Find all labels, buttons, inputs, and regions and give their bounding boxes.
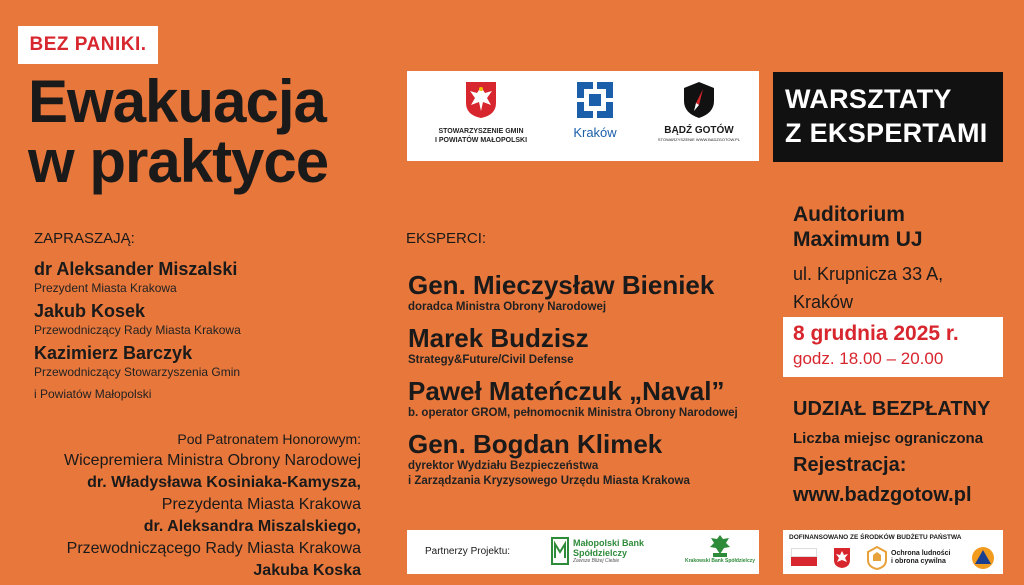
poland-emblem-icon <box>833 547 851 569</box>
expert-name: Paweł Mateńczuk „Naval” <box>408 376 725 406</box>
venue-info <box>793 202 943 316</box>
expert-name: Gen. Bogdan Klimek <box>408 429 663 459</box>
inviter-role: Prezydent Miasta Krakowa <box>34 281 177 295</box>
patronage-heading: Pod Patronatem Honorowym: <box>177 431 361 447</box>
org1-name: STOWARZYSZENIE GMIN I POWIATÓW MAŁOPOLSKI <box>434 128 528 144</box>
mbs-logo-icon <box>551 536 569 566</box>
patronage-line: Prezydenta Miasta Krakowa <box>161 496 361 513</box>
inviter-1 <box>34 258 241 296</box>
inviter-role: Przewodniczący Stowarzyszenia Gmin <box>34 365 241 379</box>
registration-link[interactable]: www.badzgotow.pl <box>793 484 972 506</box>
program-name: Ochrona ludności i obrona cywilna <box>891 550 951 565</box>
inviter-role-cont: i Powiatów Małopolski <box>34 387 152 401</box>
org3-sub: STOWARZYSZENIE WWW.BADZGOTOW.PL <box>657 137 741 142</box>
poland-flag-icon <box>791 548 817 566</box>
inviters-label: ZAPRASZAJĄ: <box>34 230 135 247</box>
expert-role: b. operator GROM, pełnomocnik Ministra Obrony Narodowej <box>408 407 738 419</box>
workshop-badge <box>773 72 1003 162</box>
expert-name: Marek Budzisz <box>408 323 589 353</box>
expert-name: Gen. Mieczysław Bieniek <box>408 270 715 300</box>
partners-bar <box>407 530 759 574</box>
kbs-logo-icon <box>709 534 731 558</box>
venue-name-1: Auditorium <box>793 203 905 226</box>
partner-mbs <box>551 536 644 566</box>
expert-2 <box>408 323 738 368</box>
patronage-line: Przewodniczącego Rady Miasta Krakowa <box>66 540 361 557</box>
org-sgipm <box>421 81 541 145</box>
partners-label: Partnerzy Projektu: <box>425 546 511 557</box>
inviter-name: Kazimierz Barczyk <box>34 343 193 363</box>
date-box <box>783 317 1003 377</box>
expert-4 <box>408 429 738 489</box>
expert-1 <box>408 270 738 315</box>
organizer-logos <box>407 71 759 161</box>
badge-line-2: Z EKSPERTAMI <box>785 118 988 148</box>
venue-name-2: Maximum UJ <box>793 228 923 251</box>
tag-label: BEZ PANIKI. <box>18 26 158 64</box>
civil-defense-icon <box>867 546 887 570</box>
badge-line-1: WARSZTATY <box>785 84 952 114</box>
registration-info <box>793 396 990 508</box>
expert-role: dyrektor Wydziału Bezpieczeństwa <box>408 460 599 472</box>
title-line-1: Ewakuacja <box>28 68 326 135</box>
inviters-list <box>34 258 241 402</box>
org3-name: BĄDŹ GOTÓW <box>664 125 734 136</box>
inviter-role: Przewodniczący Rady Miasta Krakowa <box>34 323 241 337</box>
org-krakow <box>555 81 635 140</box>
expert-role: doradca Ministra Obrony Narodowej <box>408 301 607 313</box>
patronage-line: Wicepremiera Ministra Obrony Narodowej <box>64 452 361 469</box>
honorary-patronage <box>64 428 361 582</box>
org2-name: Kraków <box>573 125 617 140</box>
venue-address: ul. Krupnicza 33 A, Kraków <box>793 264 944 312</box>
patronage-line: Jakuba Koska <box>253 562 361 579</box>
inviter-3 <box>34 342 241 402</box>
civil-protection-triangle-icon <box>971 546 995 570</box>
expert-role-cont: i Zarządzania Kryzysowego Urzędu Miasta Krakowa <box>408 475 690 487</box>
patronage-line: dr. Aleksandra Miszalskiego, <box>143 518 361 535</box>
title-line-2: w praktyce <box>28 128 329 195</box>
limited-seats: Liczba miejsc ograniczona <box>793 430 984 447</box>
inviter-name: dr Aleksander Miszalski <box>34 259 238 279</box>
partner-kbs <box>684 534 756 564</box>
expert-3 <box>408 376 738 421</box>
inviter-name: Jakub Kosek <box>34 301 146 321</box>
free-entry: UDZIAŁ BEZPŁATNY <box>793 398 991 420</box>
registration-label: Rejestracja: <box>793 454 907 476</box>
funding-label: DOFINANSOWANO ZE ŚRODKÓW BUDŻETU PAŃSTWA <box>789 534 962 541</box>
compass-shield-icon <box>683 81 715 119</box>
page-title <box>28 68 329 195</box>
krakow-logo-icon <box>576 81 614 119</box>
funding-bar <box>783 530 1003 574</box>
mbs-text: Małopolski Bank Spółdzielczy Zawsze Bliżej Ciebie <box>573 538 645 564</box>
experts-label: EKSPERCI: <box>406 230 487 247</box>
org-badzgotow <box>649 81 749 142</box>
event-date: 8 grudnia 2025 r. <box>793 322 959 345</box>
experts-list <box>408 270 738 489</box>
event-hours: godz. 18.00 – 20.00 <box>793 349 944 368</box>
eagle-crest-icon <box>465 81 497 119</box>
kbs-text: Krakowski Bank Spółdzielczy <box>684 558 756 564</box>
expert-role: Strategy&Future/Civil Defense <box>408 354 574 366</box>
inviter-2 <box>34 300 241 338</box>
patronage-line: dr. Władysława Kosiniaka-Kamysza, <box>87 474 361 491</box>
